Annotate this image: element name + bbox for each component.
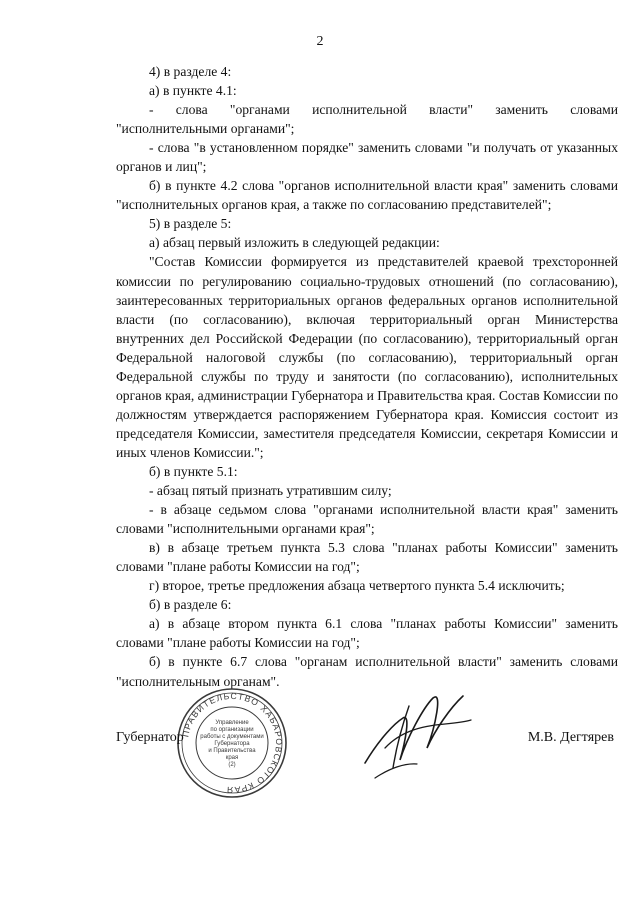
paragraph: а) в абзаце втором пункта 6.1 слова "планах работы Комиссии" заменить словами "плане работы Комиссии на год"; (116, 616, 618, 651)
paragraph: г) второе, третье предложения абзаца четвертого пункта 5.4 исключить; (149, 578, 565, 594)
paragraph: б) в разделе 6: (149, 597, 232, 613)
official-seal (175, 686, 289, 800)
document-body (116, 62, 618, 691)
seal-center-line: по организации (210, 727, 254, 733)
paragraph: "Состав Комиссии формируется из представителей краевой трехсторонней комиссии по регулированию социально-трудовых отношений (по согласованию), заинтересованных территориальных органов федеральных органов исполнительной власти (по согласованию), включая территориальный орган Министерства внутренних дел Российской Федерации (по согласованию), территориальный орган Федеральной налоговой службы (по согласованию), территориальный орган Федеральной службы по труду и занятости (по согласованию), исполнительных органов края, администрации Губернатора и Правительства края. Состав Комиссии по должностям утверждается распоряжением Губернатора края. Комиссия состоит из председателя Комиссии, заместителя председателя Комиссии, секретаря Комиссии и иных членов Комиссии."; (116, 254, 618, 460)
paragraph: - слова "органами исполнительной власти" заменить словами "исполнительными органами"; (116, 102, 618, 137)
page-number: 2 (316, 34, 324, 49)
handwritten-signature (345, 668, 475, 798)
seal-center-line: Управление (215, 720, 249, 726)
paragraph: 5) в разделе 5: (149, 216, 232, 232)
seal-center-line: Губернатора (214, 741, 250, 747)
svg-text:ПРАВИТЕЛЬСТВО ХАБАРОВСКОГО КРА: ПРАВИТЕЛЬСТВО ХАБАРОВСКОГО КРАЯ (180, 690, 285, 796)
paragraph: - слова "в установленном порядке" заменить словами "и получать от указанных органов и лиц"; (116, 140, 618, 175)
paragraph: - в абзаце седьмом слова "органами исполнительной власти края" заменить словами "исполнительными органами края"; (116, 502, 618, 537)
seal-center-line: и Правительства (208, 748, 256, 754)
paragraph: б) в пункте 6.7 слова "органам исполнительной власти" заменить словами "исполнительным органам". (116, 654, 618, 689)
paragraph: - абзац пятый признать утратившим силу; (149, 483, 392, 499)
seal-center-line: (2) (228, 762, 236, 768)
seal-center-line: края (225, 755, 239, 761)
paragraph: б) в пункте 5.1: (149, 463, 238, 479)
paragraph: б) в пункте 4.2 слова "органов исполнительной власти края" заменить словами "исполнительных органов края, а также по согласованию представителей"; (116, 178, 618, 213)
paragraph: в) в абзаце третьем пункта 5.3 слова "планах работы Комиссии" заменить словами "плане работы Комиссии на год"; (116, 540, 618, 575)
signer-name: М.В. Дегтярев (527, 730, 614, 745)
paragraph: 4) в разделе 4: (149, 64, 232, 79)
paragraph: а) в пункте 4.1: (149, 83, 237, 99)
paragraph: а) абзац первый изложить в следующей редакции: (149, 235, 440, 251)
seal-center-line: работы с документами (200, 734, 264, 740)
signer-position: Губернатор (116, 730, 184, 745)
